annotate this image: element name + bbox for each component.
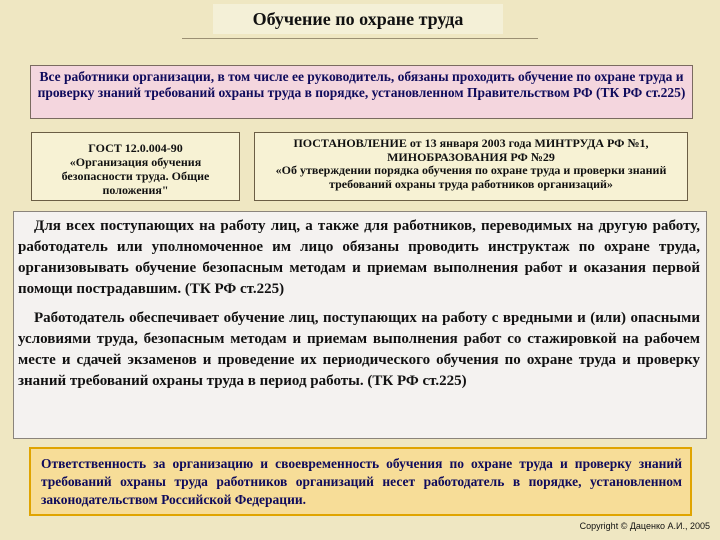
paragraph-instruction: Для всех поступающих на работу лиц, а также для работников, переводимых на другую работу, работодатель или уполномоченное им лицо обязаны проводить инструктаж по охране труда, организовывать обучение безопасным методам и приемам выполнения работ и оказания первой помощи пострадавшим. (ТК РФ ст.225): [18, 218, 700, 297]
paragraph-hazardous-conditions: Работодатель обеспечивает обучение лиц, поступающих на работу с вредными и (или) опасными условиями труда, безопасным методам и приемам выполнения работ со стажировкой на рабочем месте и сдачей экзаменов и проведение их периодического обучения по охране труда и проверку знаний требований охраны труда в период работы. (ТК РФ ст.225): [18, 310, 700, 389]
copyright-note: Copyright © Даценко А.И., 2005: [579, 521, 710, 531]
resolution-reference-box: [254, 132, 688, 201]
gost-reference-box: [31, 132, 240, 201]
main-text-block: [13, 211, 707, 439]
resolution-header: ПОСТАНОВЛЕНИЕ от 13 января 2003 года МИНТРУДА РФ №1, МИНОБРАЗОВАНИЯ РФ №29: [293, 136, 649, 164]
resolution-title: «Об утверждении порядка обучения по охране труда и проверки знаний требований охраны труда работников организаций»: [275, 163, 667, 191]
responsibility-statement: Ответственность за организацию и своевременность обучения по охране труда и проверку знаний требований охраны труда работников организаций несет работодатель в порядке, установленном законодательством Российской Федерации.: [29, 447, 692, 516]
intro-statement: Все работники организации, в том числе ее руководитель, обязаны проходить обучение по охране труда и проверку знаний требований охраны труда в порядке, установленном Правительством РФ (ТК РФ ст.225): [30, 65, 693, 119]
page-title: Обучение по охране труда: [213, 4, 503, 34]
gost-title: «Организация обучения безопасности труда. Общие положения": [61, 155, 210, 197]
title-divider: [182, 38, 538, 39]
gost-code: ГОСТ 12.0.004-90: [88, 141, 183, 155]
